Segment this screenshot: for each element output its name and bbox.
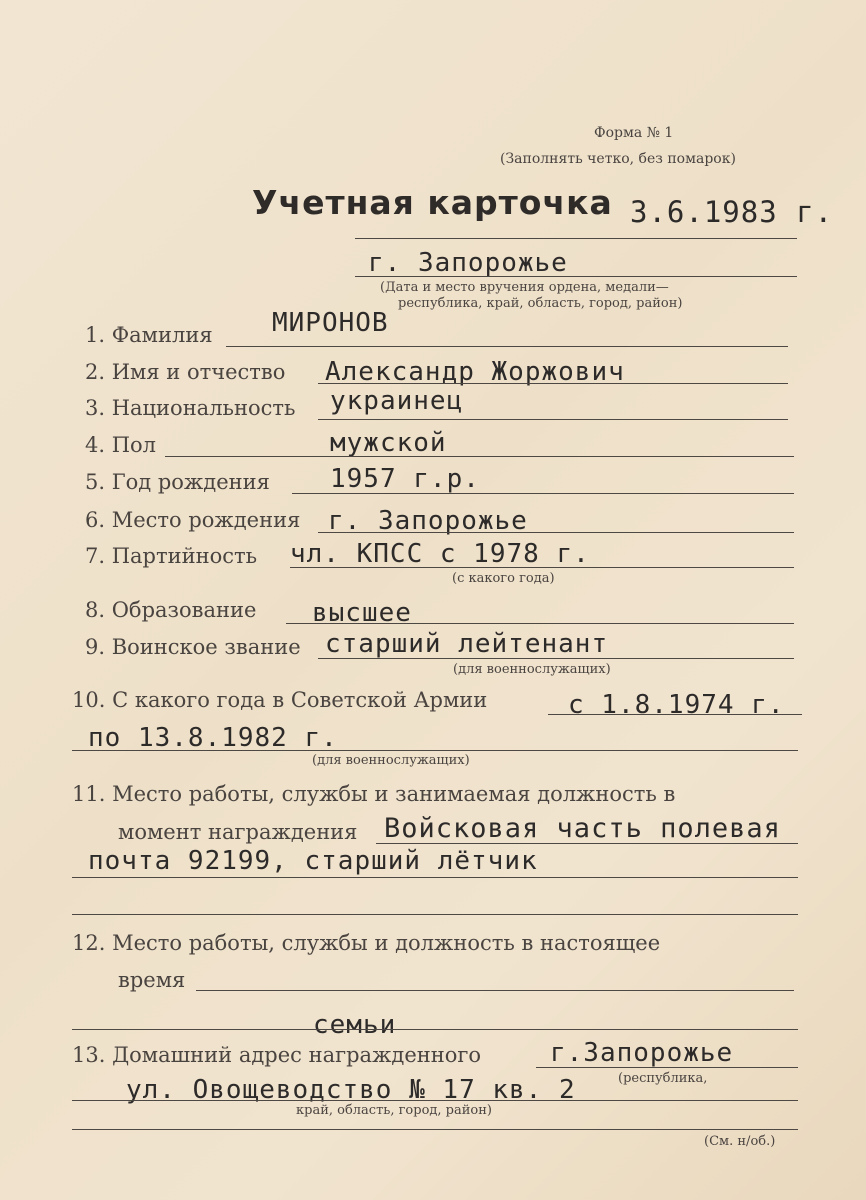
field-army-note: (для военнослужащих) [312,753,470,768]
field-address-note-2: край, область, город, район) [296,1103,492,1118]
place-underline [355,276,797,277]
field-rank-note: (для военнослужащих) [453,662,611,677]
field-address-line-2 [72,1100,798,1101]
form-number: Форма № 1 [594,125,674,141]
field-address-label: 13. Домашний адрес награжденного [72,1043,482,1067]
field-birthyear-label: 5. Год рождения [85,470,270,494]
field-rank-label: 9. Воинское звание [85,635,301,659]
field-army-line-1 [548,714,802,715]
place-note-1: (Дата и место вручения ордена, медали— [380,280,669,295]
continue-note: (См. н/об.) [704,1134,776,1149]
title-underline [355,238,797,239]
field-work-label-2: момент награждения [118,820,358,844]
field-work-label-1: 11. Место работы, службы и занимаемая должность в [72,782,676,806]
field-current-work-line-1 [196,990,794,991]
field-party-value: чл. КПСС с 1978 г. [290,539,590,569]
field-name-value: Александр Жоржович [325,357,625,387]
field-nationality-line [318,419,788,420]
field-nationality-label: 3. Национальность [85,396,296,420]
field-army-line-2 [72,750,798,751]
field-birthplace-value: г. Запорожье [328,506,528,536]
field-birthyear-value: 1957 г.р. [330,464,480,494]
field-sex-label: 4. Пол [85,433,157,457]
field-current-work-value: семьи [313,1010,397,1040]
field-address-value-2: ул. Овощеводство № 17 кв. 2 [126,1075,576,1105]
field-party-note: (с какого года) [452,571,555,586]
field-surname-line [226,346,788,347]
field-education-line [286,623,794,624]
field-address-line-3 [72,1129,798,1130]
field-work-line-3 [72,914,798,915]
field-birthplace-label: 6. Место рождения [85,508,301,532]
field-work-line-1 [376,843,798,844]
field-work-line-2 [72,877,798,878]
field-current-work-label-2: время [118,968,186,992]
field-surname-label: 1. Фамилия [85,323,213,347]
form-instruction: (Заполнять четко, без помарок) [500,151,736,167]
field-address-note-1: (республика, [618,1071,708,1086]
field-work-value-1: Войсковая часть полевая [384,813,781,844]
field-nationality-value: украинец [330,386,464,416]
field-education-value: высшее [312,598,412,628]
place-note-2: республика, край, область, город, район) [398,296,683,311]
field-rank-line [318,658,794,659]
field-name-label: 2. Имя и отчество [85,360,286,384]
field-sex-line [165,456,794,457]
field-address-value-1: г.Запорожье [550,1038,734,1068]
field-army-value-1: с 1.8.1974 г. [568,690,785,720]
issue-date: 3.6.1983 г. [630,195,834,229]
issue-place: г. Запорожье [368,248,568,278]
field-party-label: 7. Партийность [85,544,258,568]
field-name-line [318,383,788,384]
field-current-work-line-2 [72,1029,798,1030]
field-army-value-2: по 13.8.1982 г. [88,723,338,753]
field-sex-value: мужской [330,428,447,458]
field-birthyear-line [292,493,794,494]
field-army-label: 10. С какого года в Советской Армии [72,688,488,712]
card-title: Учетная карточка [252,183,613,222]
field-address-line-1 [536,1067,798,1068]
field-surname-value: МИРОНОВ [272,308,389,338]
field-birthplace-line [318,532,794,533]
field-education-label: 8. Образование [85,598,257,622]
field-party-line [290,567,794,568]
field-current-work-label-1: 12. Место работы, службы и должность в настоящее [72,931,661,955]
field-rank-value: старший лейтенант [325,629,609,659]
field-work-value-2: почта 92199, старший лётчик [88,846,538,876]
